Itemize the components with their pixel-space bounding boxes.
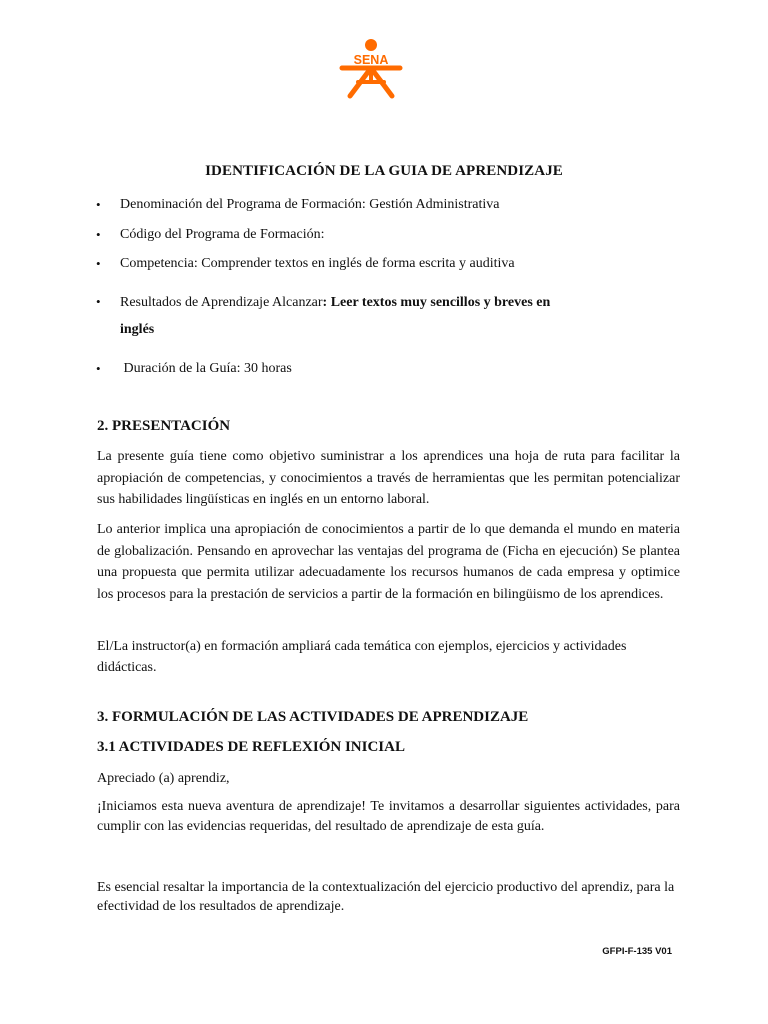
greeting-text: Apreciado (a) aprendiz,: [97, 771, 230, 786]
bullet-text: Denominación del Programa de Formación: Gestión Administrativa: [120, 197, 500, 212]
bullet-icon: •: [96, 227, 101, 242]
paragraph-presentacion-2: Lo anterior implica una apropiación de conocimientos a partir de lo que demanda el mundo en materia de globalización. Pensando en aprovechar las ventajas del programa de (Ficha en ejecución) Se plantea una propuesta que permita utilizar adecuadamente los recursos humanos de cada empresa y optimice los procesos para la prestación de servicios a partir de la formación en bilingüismo de los aprendices.: [97, 522, 680, 602]
resultados-value-line2: inglés: [120, 322, 155, 337]
bullet-text: Duración de la Guía: 30 horas: [120, 361, 292, 376]
sena-logo-icon: [338, 38, 404, 100]
bullet-resultados: [96, 293, 696, 339]
paragraph-formulacion-1: ¡Iniciamos esta nueva aventura de aprendizaje! Te invitamos a desarrollar siguientes actividades, para cumplir con las evidencias requeridas, del resultado de aprendizaje de esta guía.: [97, 799, 680, 834]
resultados-label: Resultados de Aprendizaje Alcanzar: [120, 295, 323, 310]
logo-text: SENA: [353, 53, 389, 67]
resultados-value-line1: : Leer textos muy sencillos y breves en: [322, 295, 551, 310]
section-heading-formulacion: 3. FORMULACIÓN DE LAS ACTIVIDADES DE APRENDIZAJE: [97, 709, 529, 725]
bullet-icon: •: [96, 197, 101, 212]
section-heading-presentacion: 2. PRESENTACIÓN: [97, 418, 231, 434]
bullet-icon: •: [96, 256, 101, 271]
bullet-text: Competencia: Comprender textos en inglés de forma escrita y auditiva: [120, 256, 515, 271]
paragraph-presentacion-1: La presente guía tiene como objetivo suministrar a los aprendices una hoja de ruta para facilitar la apropiación de competencias, y conocimientos a través de herramientas que les permitan potencializar sus habilidades lingüísticas en inglés en un entorno laboral.: [97, 449, 680, 507]
bullet-icon: •: [96, 294, 101, 309]
section-subheading-reflexion: 3.1 ACTIVIDADES DE REFLEXIÓN INICIAL: [97, 739, 405, 755]
bullet-text: Código del Programa de Formación:: [120, 227, 325, 242]
bullet-icon: •: [96, 361, 101, 376]
bullet-text: [120, 289, 680, 343]
document-title: IDENTIFICACIÓN DE LA GUIA DE APRENDIZAJE: [205, 163, 563, 179]
footer-form-code: GFPI-F-135 V01: [602, 946, 672, 957]
paragraph-presentacion-3: El/La instructor(a) en formación ampliará cada temática con ejemplos, ejercicios y actividades didácticas.: [97, 639, 627, 675]
paragraph-formulacion-2: Es esencial resaltar la importancia de la contextualización del ejercicio productivo del aprendiz, para la efectividad de los resultados de aprendizaje.: [97, 880, 675, 914]
